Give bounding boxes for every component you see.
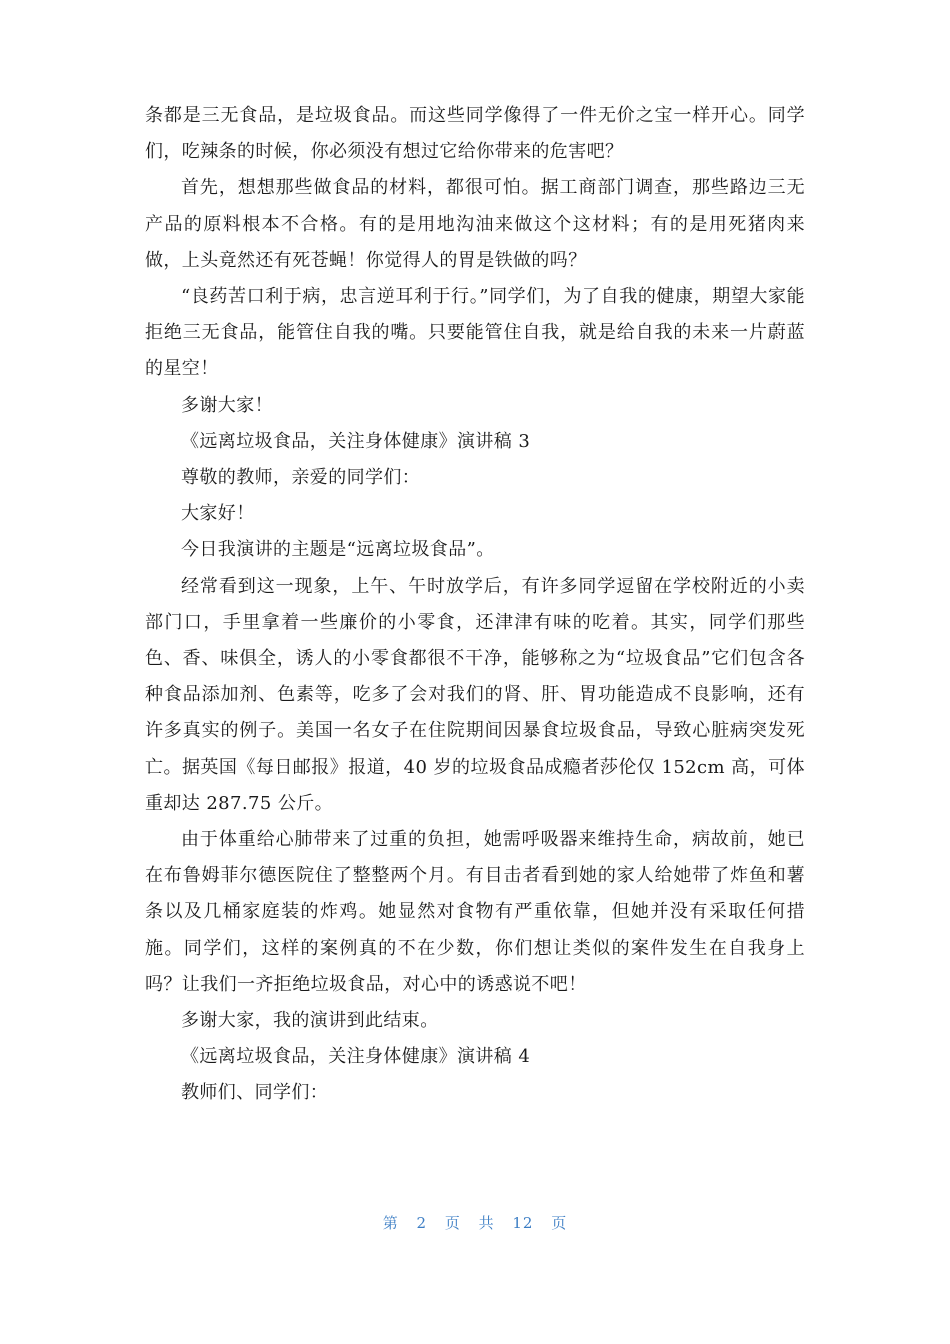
- document-body: [145, 98, 805, 1112]
- paragraph: 首先，想想那些做食品的材料，都很可怕。据工商部门调查，那些路边三无产品的原料根本不合格。有的是用地沟油来做这个这材料；有的是用死猪肉来做，上头竟然还有死苍蝇！你觉得人的胃是铁做的吗？: [145, 177, 805, 271]
- paragraph: 条都是三无食品，是垃圾食品。而这些同学像得了一件无价之宝一样开心。同学们，吃辣条的时候，你必须没有想过它给你带来的危害吧？: [145, 105, 805, 163]
- section-heading: 《远离垃圾食品，关注身体健康》演讲稿 4: [181, 1046, 531, 1068]
- page-footer: [0, 1212, 950, 1233]
- greeting: 大家好！: [181, 503, 255, 525]
- paragraph: 经常看到这一现象，上午、午时放学后，有许多同学逗留在学校附近的小卖部门口，手里拿着一些廉价的小零食，还津津有味的吃着。其实，同学们那些色、香、味俱全，诱人的小零食都很不干净，能够称之为“垃圾食品”它们包含各种食品添加剂、色素等，吃多了会对我们的肾、肝、胃功能造成不良影响，还有许多真实的例子。美国一名女子在住院期间因暴食垃圾食品，导致心脏病突发死亡。据英国《每日邮报》报道，40 岁的垃圾食品成瘾者莎伦仅 152cm 高，可体重却达 287.75 公斤。: [145, 575, 805, 814]
- paragraph: 多谢大家，我的演讲到此结束。: [181, 1010, 439, 1032]
- salutation: 尊敬的教师，亲爱的同学们：: [181, 467, 421, 489]
- paragraph: 多谢大家！: [181, 394, 273, 416]
- paragraph: 今日我演讲的主题是“远离垃圾食品”。: [181, 539, 495, 561]
- page-number: 第 2 页 共 12 页: [382, 1214, 568, 1232]
- section-heading: 《远离垃圾食品，关注身体健康》演讲稿 3: [181, 430, 531, 452]
- paragraph: 由于体重给心肺带来了过重的负担，她需呼吸器来维持生命，病故前，她已在布鲁姆菲尔德医院住了整整两个月。有目击者看到她的家人给她带了炸鱼和薯条以及几桶家庭装的炸鸡。她显然对食物有严重依靠，但她并没有采取任何措施。同学们，这样的案例真的不在少数，你们想让类似的案件发生在自我身上吗？让我们一齐拒绝垃圾食品，对心中的诱惑说不吧！: [145, 829, 805, 995]
- paragraph: “良药苦口利于病，忠言逆耳利于行。”同学们，为了自我的健康，期望大家能拒绝三无食品，能管住自我的嘴。只要能管住自我，就是给自我的未来一片蔚蓝的星空！: [145, 286, 805, 380]
- salutation: 教师们、同学们：: [181, 1082, 329, 1104]
